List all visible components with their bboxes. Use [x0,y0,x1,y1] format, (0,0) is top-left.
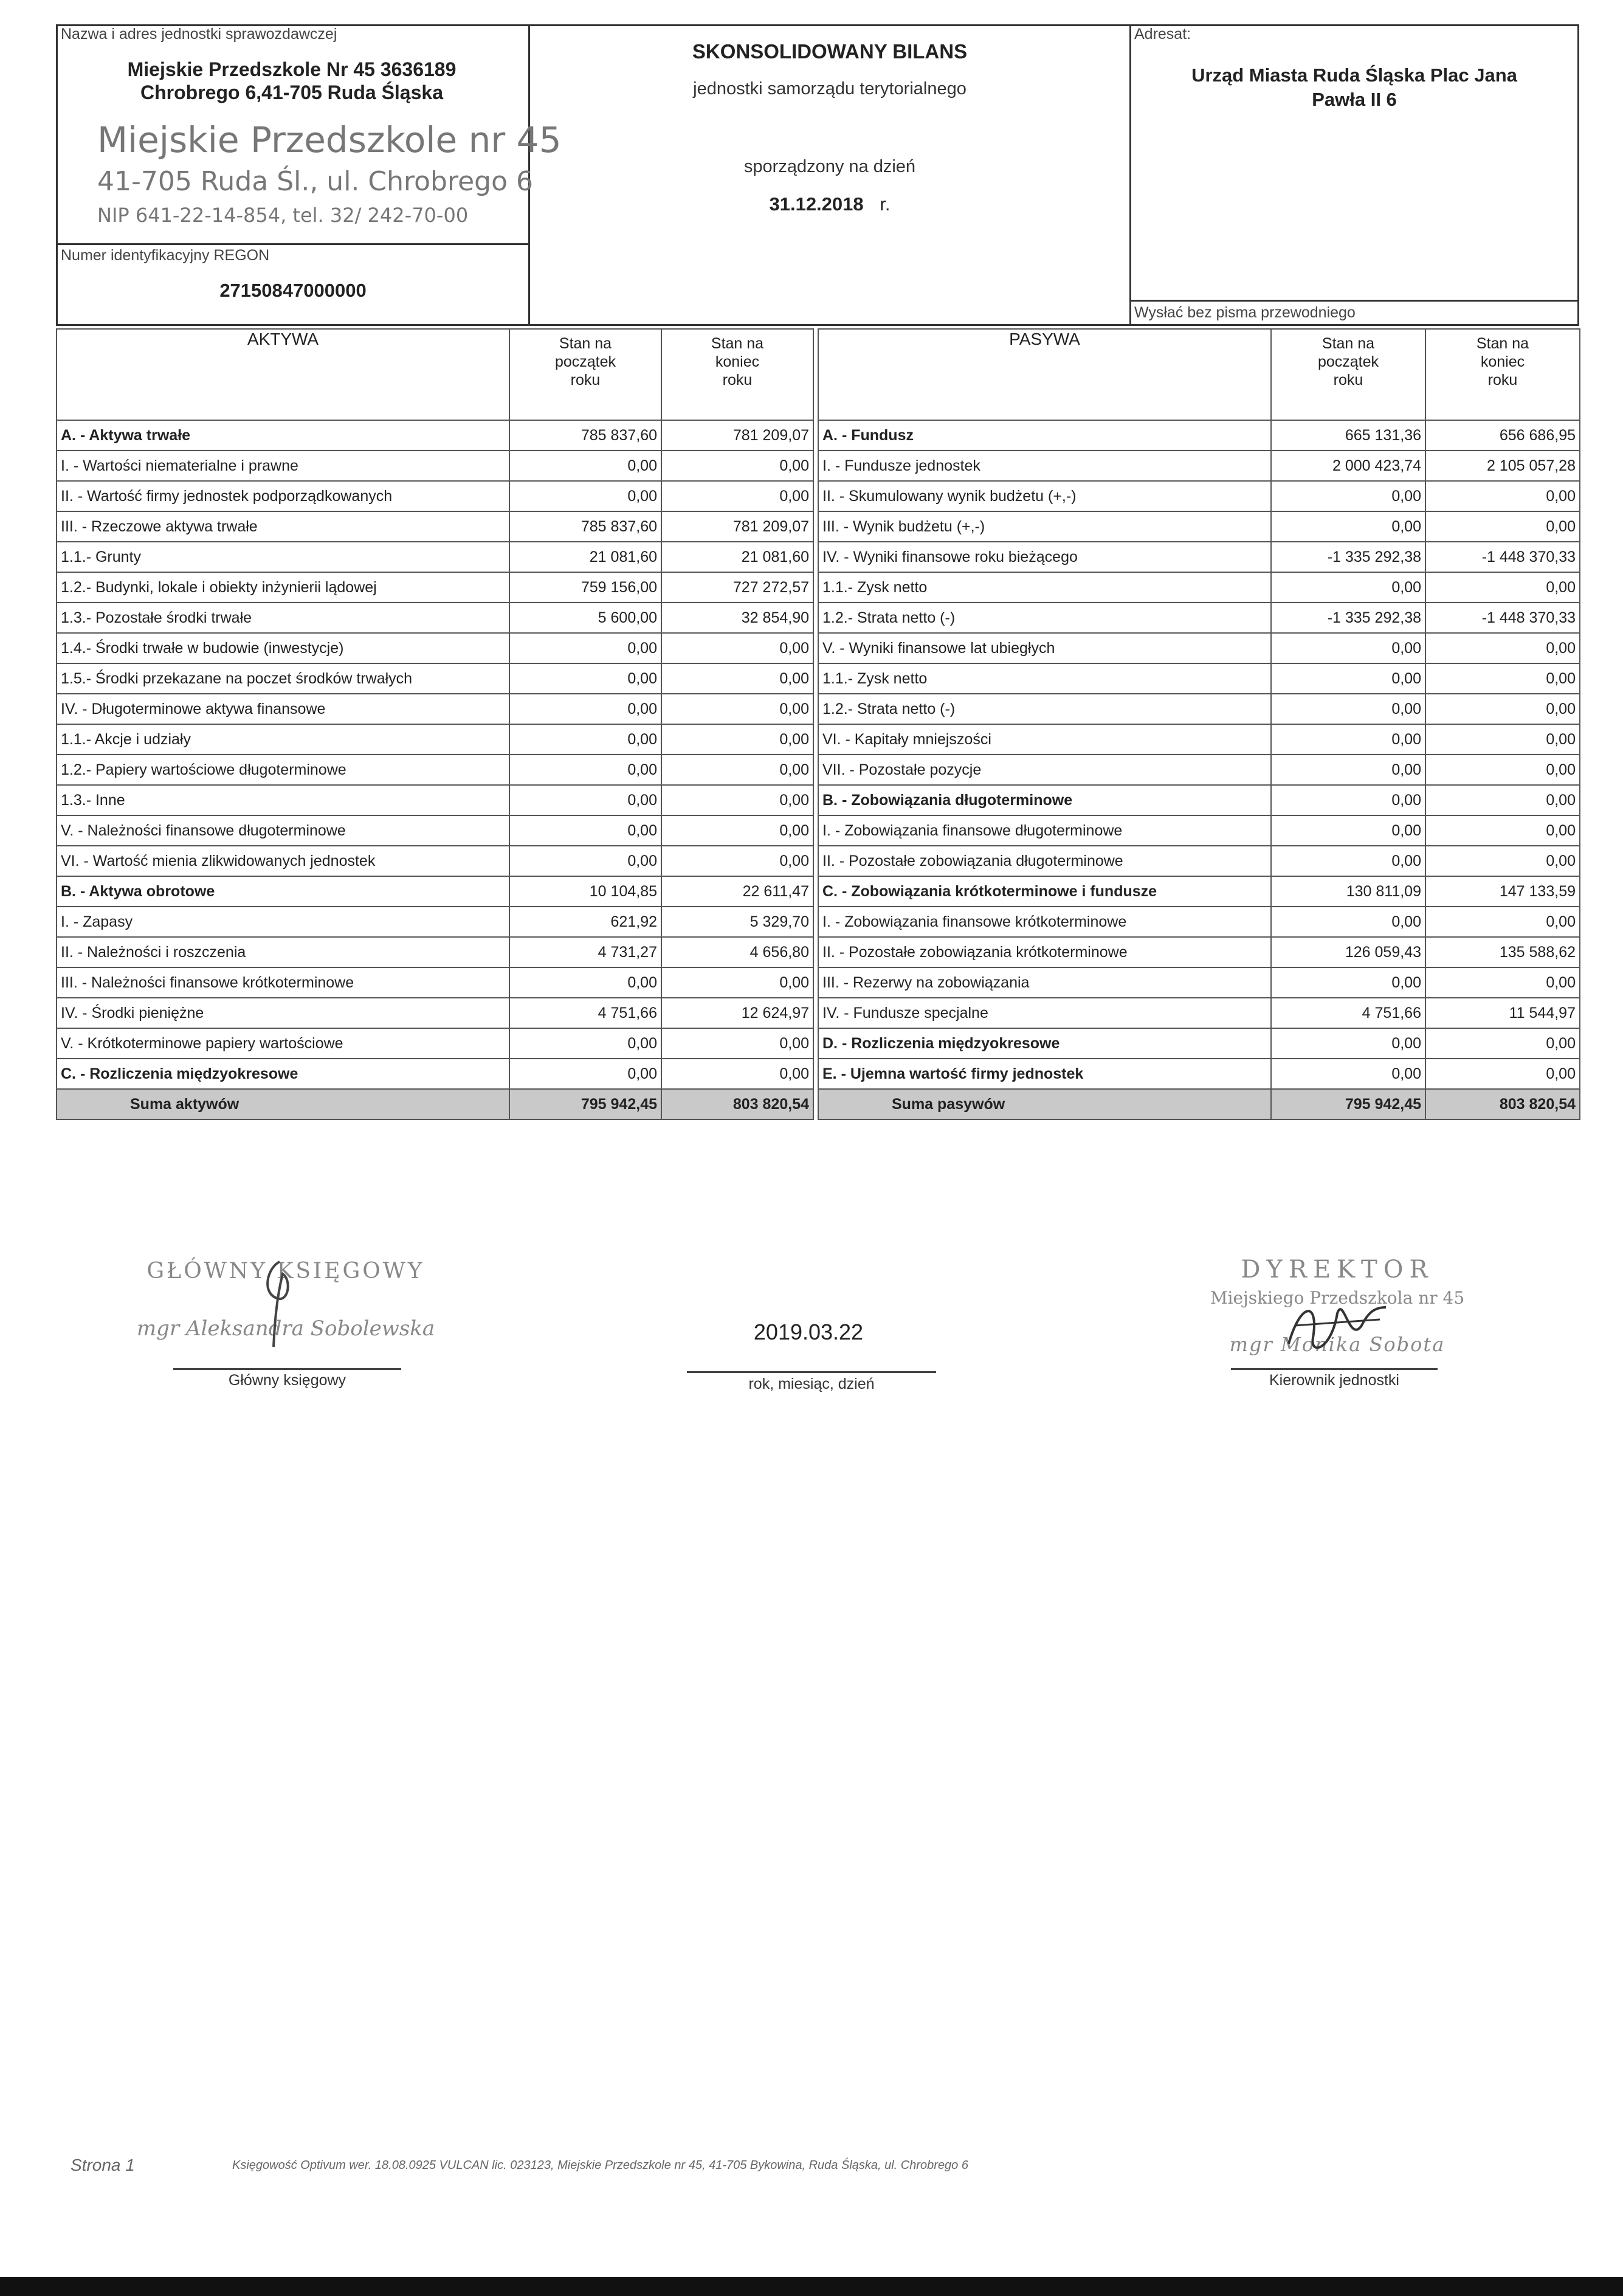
pasywa-label: II. - Skumulowany wynik budżetu (+,-) [818,481,1271,511]
pasywa-start-value: 126 059,43 [1271,937,1425,967]
aktywa-label: 1.2.- Budynki, lokale i obiekty inżynierii lądowej [57,572,509,603]
pasywa-label: I. - Zobowiązania finansowe krótkoterminowe [818,907,1271,937]
pasywa-label: II. - Pozostałe zobowiązania długoterminowe [818,846,1271,876]
pasywa-header-row [818,329,1580,420]
pasywa-row [818,937,1580,967]
aktywa-start-value: 785 837,60 [509,511,661,542]
pasywa-table [818,328,1580,1120]
aktywa-end-value: 12 624,97 [661,998,813,1028]
director-line [1231,1368,1438,1370]
pasywa-start-value: -1 335 292,38 [1271,542,1425,572]
pasywa-start-value: 0,00 [1271,967,1425,998]
aktywa-end-value: 0,00 [661,1059,813,1089]
aktywa-start-value: 0,00 [509,633,661,663]
pasywa-row [818,785,1580,815]
aktywa-start-value: 0,00 [509,663,661,694]
pasywa-start-value: 0,00 [1271,1028,1425,1059]
pasywa-col-end-1: Stan na [1476,335,1529,352]
aktywa-end-value: 21 081,60 [661,542,813,572]
aktywa-row [57,724,813,755]
page-number: Strona 1 [71,2156,135,2174]
aktywa-label: IV. - Środki pieniężne [57,998,509,1028]
aktywa-label: II. - Należności i roszczenia [57,937,509,967]
pasywa-start-value: 0,00 [1271,1059,1425,1089]
pasywa-start-value: 0,00 [1271,481,1425,511]
aktywa-start-value: 0,00 [509,815,661,846]
pasywa-start-value: 130 811,09 [1271,876,1425,907]
report-date: 31.12.2018 [769,193,864,215]
pasywa-start-value: 0,00 [1271,694,1425,724]
pasywa-start-value: 0,00 [1271,724,1425,755]
pasywa-label: II. - Pozostałe zobowiązania krótkoterminowe [818,937,1271,967]
pasywa-sum-row [818,1089,1580,1119]
pasywa-label: VI. - Kapitały mniejszości [818,724,1271,755]
aktywa-label: 1.2.- Papiery wartościowe długoterminowe [57,755,509,785]
signing-date: 2019.03.22 [753,1319,864,1344]
entity-stamp-line1: Miejskie Przedszkole nr 45 [97,119,562,161]
aktywa-end-value: 0,00 [661,815,813,846]
software-note: Księgowość Optivum wer. 18.08.0925 VULCAN lic. 023123, Miejskie Przedszkole nr 45, 41-705 Bykowina, Ruda Śląska, ul. Chrobrego 6 [232,2159,968,2172]
pasywa-row [818,755,1580,785]
pasywa-start-value: 2 000 423,74 [1271,451,1425,481]
date-caption: rok, miesiąc, dzień [748,1375,875,1392]
director-stamp-name: mgr Monika Sobota [1229,1333,1446,1356]
aktywa-label: A. - Aktywa trwałe [57,420,509,451]
director-stamp-title: DYREKTOR [1241,1256,1434,1284]
aktywa-start-value: 10 104,85 [509,876,661,907]
pasywa-end-value: -1 448 370,33 [1425,603,1580,633]
aktywa-start-value: 759 156,00 [509,572,661,603]
pasywa-end-value: 0,00 [1425,633,1580,663]
regon-divider [56,243,530,245]
pasywa-label: 1.2.- Strata netto (-) [818,694,1271,724]
pasywa-row [818,603,1580,633]
pasywa-row [818,967,1580,998]
aktywa-end-value: 0,00 [661,755,813,785]
aktywa-start-value: 21 081,60 [509,542,661,572]
accountant-stamp-title: GŁÓWNY KSIĘGOWY [146,1259,425,1284]
aktywa-row [57,481,813,511]
entity-stamp-line3: NIP 641-22-14-854, tel. 32/ 242-70-00 [97,204,469,227]
aktywa-end-value: 5 329,70 [661,907,813,937]
aktywa-start-value: 785 837,60 [509,420,661,451]
aktywa-start-value: 0,00 [509,451,661,481]
pasywa-label: IV. - Wyniki finansowe roku bieżącego [818,542,1271,572]
aktywa-row [57,1028,813,1059]
aktywa-label: I. - Zapasy [57,907,509,937]
scan-edge [0,2277,1623,2296]
pasywa-start-value: 0,00 [1271,785,1425,815]
pasywa-end-value: 0,00 [1425,572,1580,603]
pasywa-row [818,633,1580,663]
pasywa-row [818,694,1580,724]
report-date-wrap [528,193,1131,215]
aktywa-start-value: 4 731,27 [509,937,661,967]
aktywa-label: 1.5.- Środki przekazane na poczet środków trwałych [57,663,509,694]
aktywa-row [57,1059,813,1089]
pasywa-end-value: 0,00 [1425,694,1580,724]
aktywa-col-start-1: Stan na [559,335,612,352]
pasywa-end-value: 135 588,62 [1425,937,1580,967]
pasywa-end-value: 0,00 [1425,785,1580,815]
pasywa-start-value: 795 942,45 [1271,1089,1425,1119]
aktywa-end-value: 803 820,54 [661,1089,813,1119]
aktywa-heading: AKTYWA [57,329,509,420]
pasywa-end-value: 0,00 [1425,967,1580,998]
aktywa-start-value: 0,00 [509,724,661,755]
pasywa-row [818,846,1580,876]
pasywa-row [818,542,1580,572]
pasywa-label: Suma pasywów [818,1089,1271,1119]
send-note: Wysłać bez pisma przewodniego [1134,304,1356,321]
aktywa-end-value: 0,00 [661,694,813,724]
aktywa-end-value: 0,00 [661,724,813,755]
aktywa-start-value: 0,00 [509,967,661,998]
pasywa-row [818,1059,1580,1089]
pasywa-col-end [1425,329,1580,420]
report-subtitle: jednostki samorządu terytorialnego [693,79,967,99]
pasywa-label: C. - Zobowiązania krótkoterminowe i fundusze [818,876,1271,907]
aktywa-sum-row [57,1089,813,1119]
pasywa-col-start-2: początek [1317,353,1379,370]
entity-name-line2: Chrobrego 6,41-705 Ruda Śląska [140,81,443,103]
pasywa-label: 1.1.- Zysk netto [818,572,1271,603]
aktywa-start-value: 0,00 [509,1059,661,1089]
pasywa-label: I. - Fundusze jednostek [818,451,1271,481]
aktywa-row [57,876,813,907]
pasywa-start-value: 0,00 [1271,511,1425,542]
aktywa-row [57,542,813,572]
pasywa-end-value: 2 105 057,28 [1425,451,1580,481]
addressee-line1: Urząd Miasta Ruda Śląska Plac Jana [1191,64,1517,86]
aktywa-label: III. - Należności finansowe krótkoterminowe [57,967,509,998]
aktywa-col-end-2: koniec [715,353,760,370]
pasywa-col-start-1: Stan na [1321,335,1375,352]
aktywa-row [57,967,813,998]
pasywa-end-value: 147 133,59 [1425,876,1580,907]
pasywa-end-value: 0,00 [1425,1028,1580,1059]
aktywa-row [57,937,813,967]
aktywa-label: B. - Aktywa obrotowe [57,876,509,907]
aktywa-row [57,663,813,694]
pasywa-end-value: 0,00 [1425,724,1580,755]
aktywa-start-value: 795 942,45 [509,1089,661,1119]
pasywa-start-value: 4 751,66 [1271,998,1425,1028]
pasywa-row [818,481,1580,511]
aktywa-row [57,420,813,451]
aktywa-end-value: 0,00 [661,846,813,876]
aktywa-start-value: 0,00 [509,755,661,785]
aktywa-end-value: 32 854,90 [661,603,813,633]
pasywa-end-value: 0,00 [1425,907,1580,937]
pasywa-row [818,724,1580,755]
aktywa-row [57,755,813,785]
pasywa-col-end-2: koniec [1480,353,1525,370]
aktywa-col-end [661,329,813,420]
aktywa-label: V. - Należności finansowe długoterminowe [57,815,509,846]
aktywa-end-value: 781 209,07 [661,511,813,542]
report-date-suffix: r. [880,193,891,215]
pasywa-label: 1.1.- Zysk netto [818,663,1271,694]
aktywa-row [57,603,813,633]
pasywa-start-value: -1 335 292,38 [1271,603,1425,633]
pasywa-heading: PASYWA [818,329,1271,420]
pasywa-start-value: 0,00 [1271,815,1425,846]
aktywa-label: I. - Wartości niematerialne i prawne [57,451,509,481]
aktywa-end-value: 727 272,57 [661,572,813,603]
aktywa-label: 1.3.- Pozostałe środki trwałe [57,603,509,633]
prepared-label: sporządzony na dzień [743,157,916,176]
pasywa-start-value: 0,00 [1271,755,1425,785]
send-note-divider [1129,300,1579,302]
aktywa-label: VI. - Wartość mienia zlikwidowanych jednostek [57,846,509,876]
pasywa-label: E. - Ujemna wartość firmy jednostek [818,1059,1271,1089]
aktywa-row [57,815,813,846]
pasywa-end-value: 656 686,95 [1425,420,1580,451]
director-stamp-unit: Miejskiego Przedszkola nr 45 [1210,1288,1465,1308]
aktywa-start-value: 621,92 [509,907,661,937]
aktywa-end-value: 0,00 [661,785,813,815]
aktywa-label: 1.3.- Inne [57,785,509,815]
aktywa-row [57,907,813,937]
pasywa-start-value: 0,00 [1271,572,1425,603]
addressee-line2: Pawła II 6 [1312,89,1397,110]
regon-value: 27150847000000 [219,280,367,301]
aktywa-end-value: 4 656,80 [661,937,813,967]
aktywa-label: V. - Krótkoterminowe papiery wartościowe [57,1028,509,1059]
pasywa-row [818,907,1580,937]
pasywa-start-value: 0,00 [1271,907,1425,937]
entity-label: Nazwa i adres jednostki sprawozdawczej [61,26,337,43]
pasywa-label: B. - Zobowiązania długoterminowe [818,785,1271,815]
pasywa-row [818,998,1580,1028]
aktywa-label: 1.4.- Środki trwałe w budowie (inwestycje) [57,633,509,663]
addressee-label: Adresat: [1134,26,1191,43]
aktywa-label: 1.1.- Akcje i udziały [57,724,509,755]
pasywa-row [818,420,1580,451]
pasywa-col-start-3: roku [1333,372,1363,389]
aktywa-label: Suma aktywów [57,1089,509,1119]
accountant-stamp-name: mgr Aleksandra Sobolewska [136,1316,435,1341]
aktywa-row [57,451,813,481]
pasywa-label: V. - Wyniki finansowe lat ubiegłych [818,633,1271,663]
pasywa-start-value: 0,00 [1271,633,1425,663]
aktywa-row [57,633,813,663]
pasywa-label: 1.2.- Strata netto (-) [818,603,1271,633]
pasywa-end-value: 0,00 [1425,815,1580,846]
director-signature [1277,1289,1398,1374]
aktywa-end-value: 0,00 [661,663,813,694]
aktywa-col-end-3: roku [722,372,753,389]
aktywa-col-end-1: Stan na [711,335,764,352]
aktywa-end-value: 0,00 [661,633,813,663]
accountant-line [173,1368,401,1370]
aktywa-label: III. - Rzeczowe aktywa trwałe [57,511,509,542]
aktywa-row [57,846,813,876]
pasywa-start-value: 0,00 [1271,846,1425,876]
pasywa-label: D. - Rozliczenia międzyokresowe [818,1028,1271,1059]
aktywa-start-value: 0,00 [509,1028,661,1059]
aktywa-table [56,328,814,1120]
pasywa-row [818,511,1580,542]
aktywa-end-value: 0,00 [661,451,813,481]
aktywa-start-value: 0,00 [509,846,661,876]
pasywa-row [818,1028,1580,1059]
regon-label: Numer identyfikacyjny REGON [61,247,270,264]
aktywa-start-value: 0,00 [509,785,661,815]
pasywa-end-value: 11 544,97 [1425,998,1580,1028]
aktywa-col-start-2: początek [554,353,616,370]
aktywa-row [57,998,813,1028]
aktywa-row [57,572,813,603]
aktywa-row [57,694,813,724]
aktywa-start-value: 0,00 [509,694,661,724]
director-caption: Kierownik jednostki [1269,1372,1399,1389]
aktywa-start-value: 5 600,00 [509,603,661,633]
pasywa-label: A. - Fundusz [818,420,1271,451]
pasywa-label: III. - Rezerwy na zobowiązania [818,967,1271,998]
accountant-signature [243,1256,316,1353]
pasywa-label: VII. - Pozostałe pozycje [818,755,1271,785]
aktywa-start-value: 0,00 [509,481,661,511]
entity-name-line1: Miejskie Przedszkole Nr 45 3636189 [127,58,457,80]
aktywa-label: C. - Rozliczenia międzyokresowe [57,1059,509,1089]
date-line [687,1371,936,1373]
pasywa-end-value: 0,00 [1425,755,1580,785]
aktywa-end-value: 0,00 [661,967,813,998]
entity-stamp-line2: 41-705 Ruda Śl., ul. Chrobrego 6 [97,166,533,197]
pasywa-row [818,815,1580,846]
aktywa-end-value: 781 209,07 [661,420,813,451]
aktywa-label: IV. - Długoterminowe aktywa finansowe [57,694,509,724]
pasywa-label: I. - Zobowiązania finansowe długoterminowe [818,815,1271,846]
aktywa-label: 1.1.- Grunty [57,542,509,572]
aktywa-end-value: 0,00 [661,481,813,511]
pasywa-start-value: 0,00 [1271,663,1425,694]
pasywa-end-value: 0,00 [1425,511,1580,542]
pasywa-start-value: 665 131,36 [1271,420,1425,451]
aktywa-col-start [509,329,661,420]
pasywa-end-value: 0,00 [1425,846,1580,876]
aktywa-col-start-3: roku [570,372,601,389]
aktywa-start-value: 4 751,66 [509,998,661,1028]
aktywa-end-value: 22 611,47 [661,876,813,907]
pasywa-row [818,663,1580,694]
pasywa-end-value: -1 448 370,33 [1425,542,1580,572]
pasywa-label: IV. - Fundusze specjalne [818,998,1271,1028]
pasywa-label: III. - Wynik budżetu (+,-) [818,511,1271,542]
aktywa-row [57,511,813,542]
aktywa-row [57,785,813,815]
aktywa-end-value: 0,00 [661,1028,813,1059]
pasywa-row [818,572,1580,603]
report-title: SKONSOLIDOWANY BILANS [692,40,968,63]
aktywa-header-row [57,329,813,420]
pasywa-end-value: 0,00 [1425,481,1580,511]
pasywa-row [818,876,1580,907]
accountant-caption: Główny księgowy [228,1372,346,1389]
pasywa-row [818,451,1580,481]
pasywa-end-value: 0,00 [1425,663,1580,694]
pasywa-end-value: 0,00 [1425,1059,1580,1089]
pasywa-col-start [1271,329,1425,420]
pasywa-col-end-3: roku [1487,372,1518,389]
pasywa-end-value: 803 820,54 [1425,1089,1580,1119]
aktywa-label: II. - Wartość firmy jednostek podporządkowanych [57,481,509,511]
